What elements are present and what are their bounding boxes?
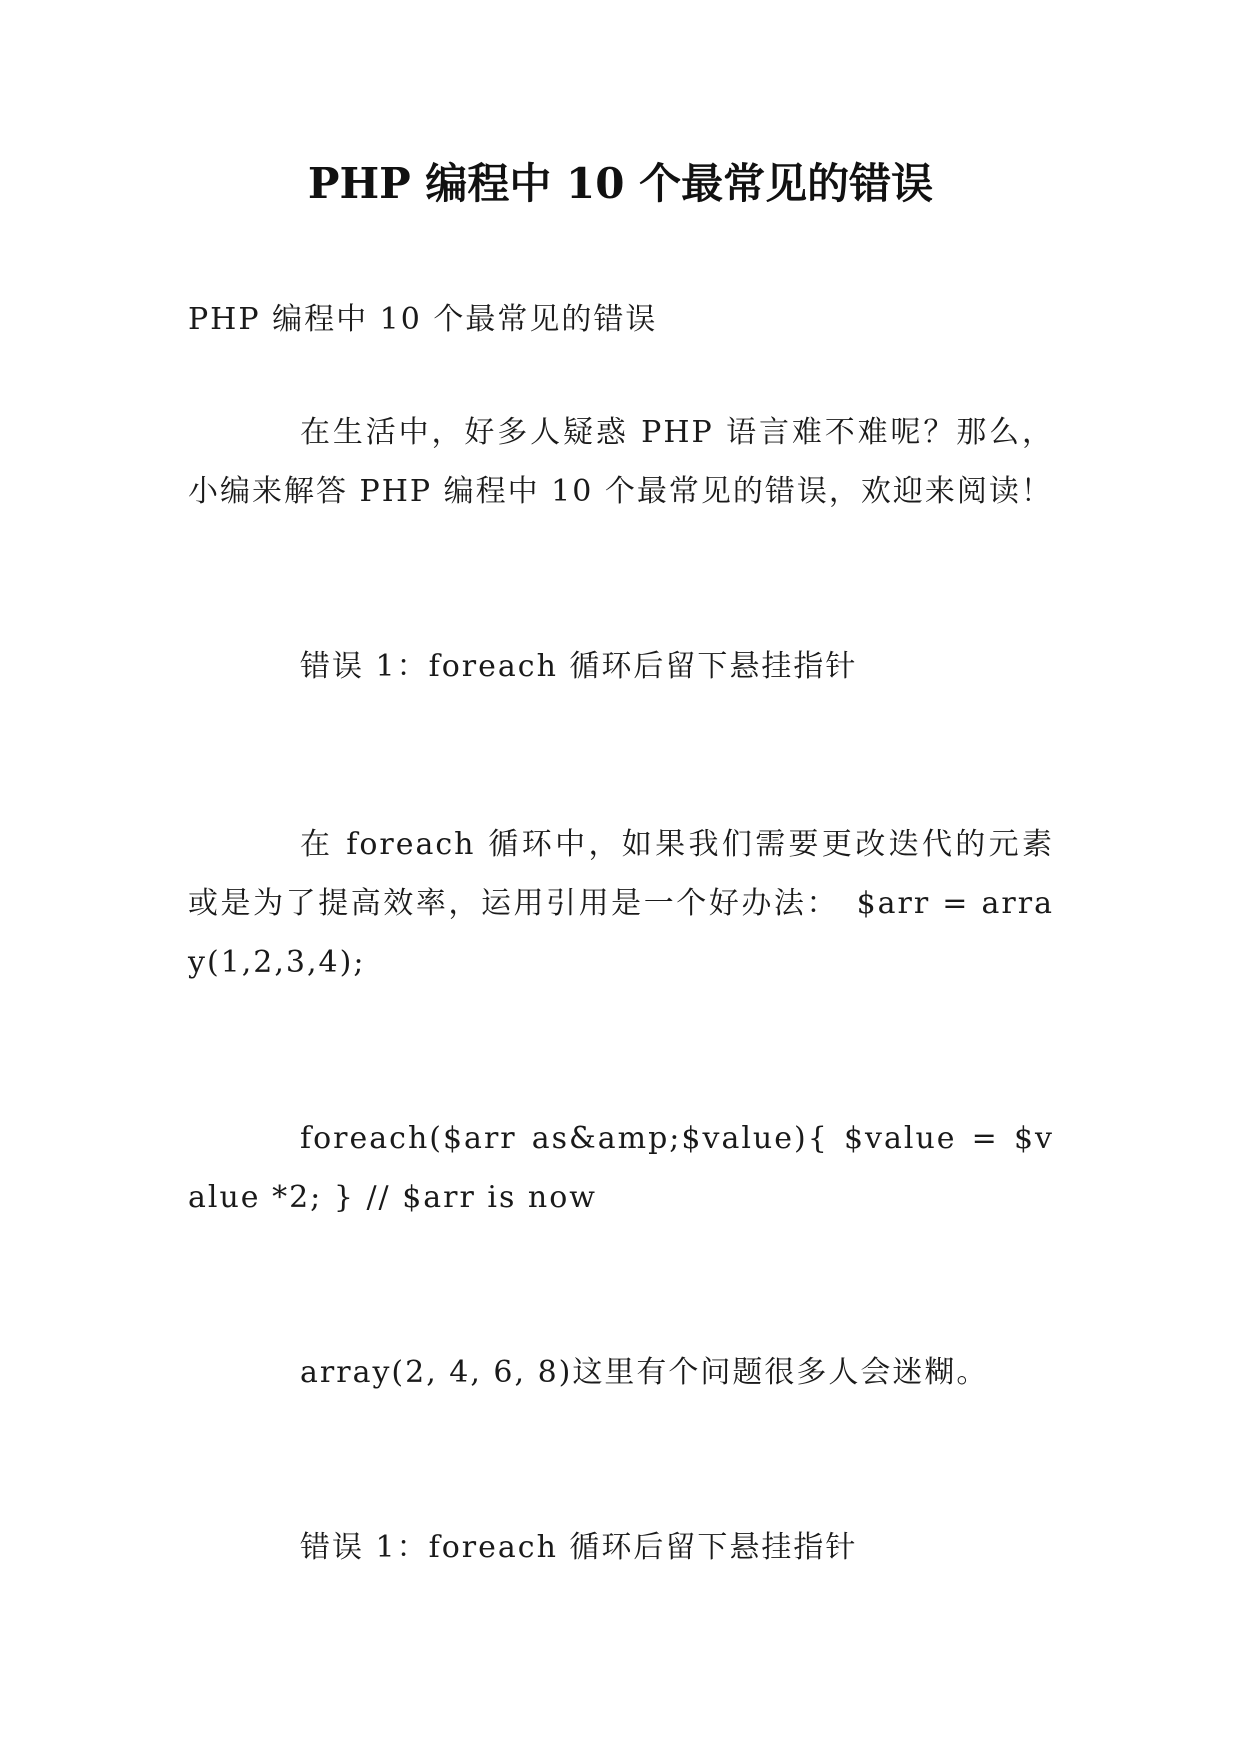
document-title: PHP 编程中 10 个最常见的错误 bbox=[307, 159, 934, 208]
error-1-heading-repeat: 错误 1：foreach 循环后留下悬挂指针 bbox=[300, 1530, 858, 1565]
error-1-heading: 错误 1：foreach 循环后留下悬挂指针 bbox=[300, 649, 858, 684]
code-sample-paragraph: foreach($arr as&amp;$value){ $value = $value *2; } // $arr is now bbox=[188, 1121, 1054, 1215]
result-paragraph: array(2, 4, 6, 8)这里有个问题很多人会迷糊。 bbox=[300, 1355, 989, 1390]
subtitle-paragraph: PHP 编程中 10 个最常见的错误 bbox=[188, 302, 658, 337]
intro-paragraph: 在生活中，好多人疑惑 PHP 语言难不难呢？那么，小编来解答 PHP 编程中 10 个最常见的错误，欢迎来阅读！ bbox=[188, 415, 1054, 509]
foreach-description-paragraph: 在 foreach 循环中，如果我们需要更改迭代的元素或是为了提高效率，运用引用是一个好办法： $arr = array(1,2,3,4); bbox=[188, 827, 1054, 980]
